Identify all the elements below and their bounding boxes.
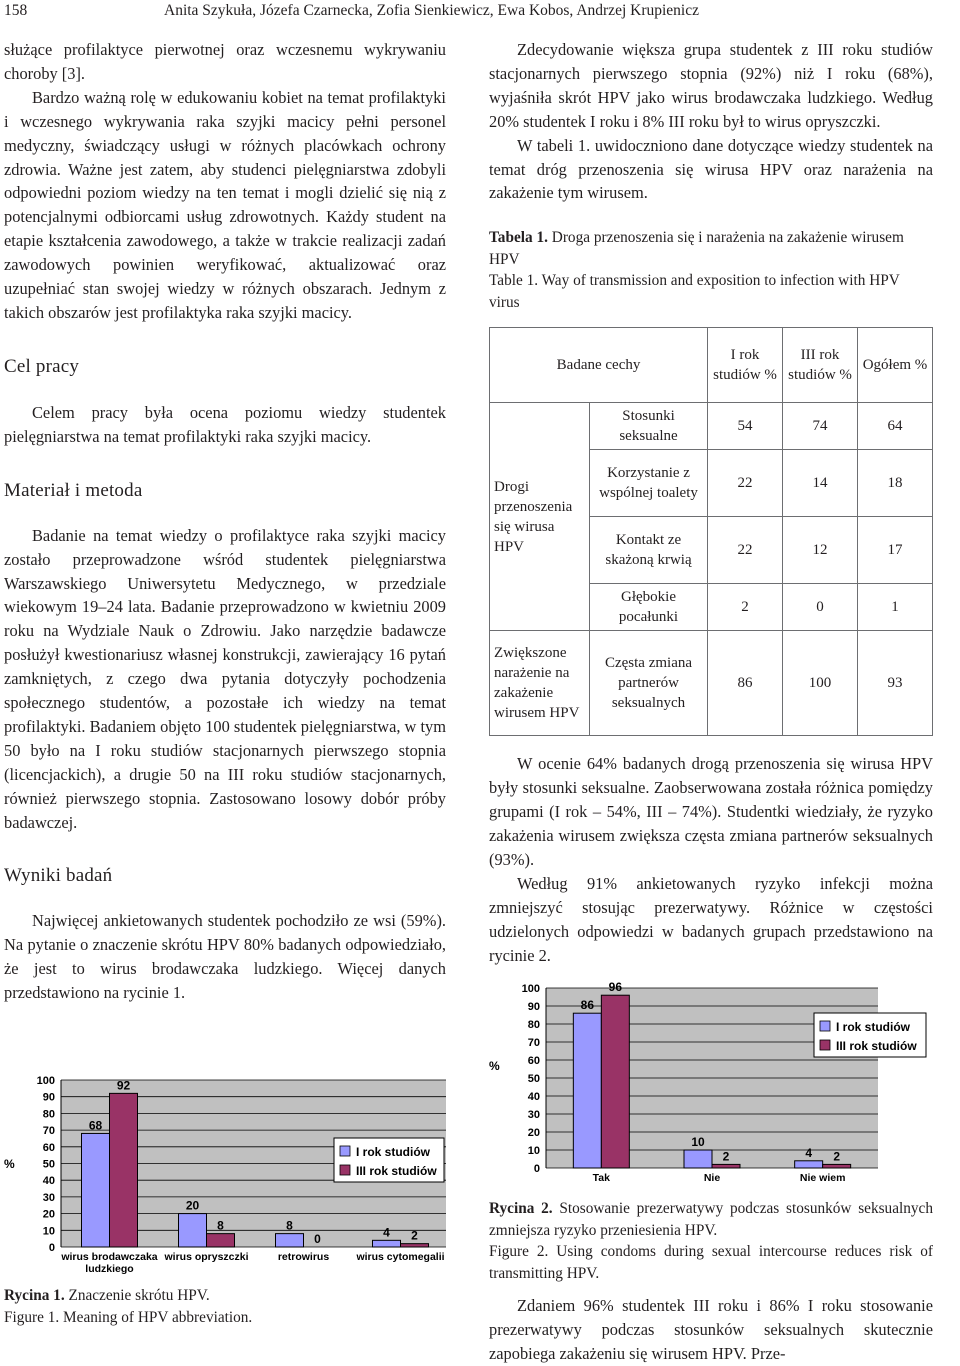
table-cell: 22 — [708, 517, 783, 584]
x-tick-label: Tak — [592, 1172, 610, 1184]
y-tick-label: 30 — [42, 1191, 55, 1204]
y-tick-label: 100 — [521, 983, 540, 995]
table-cell: 54 — [708, 403, 783, 450]
table-cell: 14 — [783, 450, 858, 517]
y-tick-label: 50 — [42, 1158, 55, 1171]
table-1 — [489, 327, 933, 736]
table-cell: 74 — [783, 403, 858, 450]
table-cell: Stosunki seksualne — [590, 403, 708, 450]
data-label: 0 — [314, 1232, 321, 1246]
figure-1-caption — [4, 1285, 446, 1328]
bar — [82, 1133, 110, 1247]
paragraph: Zdaniem 96% studentek III roku i 86% I roku stosowanie prezerwatywy podczas stosunków seksualnych skutecznie zapobiega zakażeniu się wirusem HPV. Prze- — [489, 1296, 933, 1363]
paragraph: W ocenie 64% badanych drogą przenoszenia się wirusa HPV były stosunki seksualne. Zaobserwowana została różnica pomiędzy grupami (I rok – 54%, III – 74%). Studentki wiedziały, że ryzyko zakażenia wirusem zwiększa częsta zmiana partnerów seksualnych (93%). — [489, 754, 933, 869]
caption-text: Droga przenoszenia się i narażenia na zakażenie wirusem HPV — [489, 229, 904, 268]
data-label: 2 — [833, 1149, 841, 1164]
table-cell: 0 — [783, 584, 858, 631]
y-tick-label: 70 — [42, 1125, 55, 1138]
bar — [373, 1240, 401, 1247]
figure-2-caption — [489, 1198, 933, 1284]
paragraph: Według 91% ankietowanych ryzyko infekcji można zmniejszyć stosując prezerwatywy. Różnice w częstości udzielonych odpowiedzi w badanych grupach przedstawiono na rycinie 2. — [489, 873, 933, 965]
legend-swatch — [340, 1165, 350, 1175]
x-tick-label: wirus cytomegalii — [356, 1251, 445, 1263]
caption-text: Stosowanie prezerwatywy podczas stosunków seksualnych zmniejsza ryzyko przeniesienia HPV. — [489, 1200, 933, 1239]
legend-label: III rok studiów — [836, 1039, 917, 1053]
legend-label: I rok studiów — [356, 1145, 431, 1159]
table-cell: Korzystanie z wspólnej toalety — [590, 450, 708, 517]
y-tick-label: 40 — [42, 1175, 55, 1188]
bar — [179, 1214, 207, 1247]
bar — [795, 1161, 823, 1168]
bar — [276, 1234, 304, 1247]
table-cell: 100 — [783, 631, 858, 736]
figure-1-chart — [4, 1068, 446, 1283]
right-column — [489, 38, 933, 1366]
y-tick-label: 70 — [527, 1037, 540, 1049]
paragraph: służące profilaktyce pierwotnej oraz wczesnemu wykrywaniu choroby [3]. — [4, 40, 446, 83]
bar — [401, 1244, 429, 1247]
caption-label: Tabela 1. — [489, 229, 548, 247]
table-cell: 2 — [708, 584, 783, 631]
caption-text-en: Figure 2. Using condoms during sexual intercourse reduces risk of transmitting HPV. — [489, 1243, 933, 1282]
table-group-cell: Drogi przenoszenia się wirusa HPV — [490, 403, 590, 631]
bar — [207, 1234, 235, 1247]
data-label: 92 — [116, 1078, 131, 1093]
x-tick-label: wirus brodawczaka — [61, 1251, 158, 1263]
table-row — [490, 631, 933, 736]
bar — [110, 1093, 138, 1247]
legend-label: I rok studiów — [836, 1020, 911, 1034]
data-label: 96 — [608, 980, 623, 995]
y-tick-label: 50 — [527, 1073, 540, 1085]
caption-text-en: Table 1. Way of transmission and exposition to infection with HPV virus — [489, 272, 900, 311]
y-tick-label: 20 — [42, 1208, 55, 1221]
paragraph: Celem pracy była ocena poziomu wiedzy studentek pielęgniarstwa na temat profilaktyki raka szyjki macicy. — [4, 402, 446, 446]
y-tick-label: 0 — [533, 1163, 540, 1175]
page-header — [4, 0, 954, 22]
table-cell: 12 — [783, 517, 858, 584]
y-tick-label: 10 — [42, 1225, 55, 1238]
caption-label: Rycina 2. — [489, 1200, 553, 1217]
table-group-cell: Zwiększone narażenie na zakażenie wirusem HPV — [490, 631, 590, 736]
left-column — [4, 38, 446, 1366]
y-tick-label: 80 — [42, 1108, 55, 1121]
data-label: 4 — [805, 1145, 813, 1160]
data-label: 10 — [691, 1135, 705, 1149]
table-cell: Częsta zmiana partnerów seksualnych — [590, 631, 708, 736]
table-cell: 22 — [708, 450, 783, 517]
paragraph: Zdecydowanie większa grupa studentek z III roku studiów stacjonarnych pierwszego stopnia (92%) niż I roku (68%), wyjaśniła skrót HPV jako wirus brodawczaka ludzkiego. Według 20% studentek I roku i 8% III roku był to wirus opryszczki. — [489, 40, 933, 131]
y-tick-label: 90 — [527, 1001, 540, 1013]
table-cell: 64 — [858, 403, 933, 450]
bar — [684, 1150, 712, 1168]
paragraph: Bardzo ważną rolę w edukowaniu kobiet na temat profilaktyki i wczesnego wykrywania raka szyjki macicy pełni personel medyczny, świadczący usługi w różnych placówkach ochrony zdrowia. Ważne jest zatem, aby studenci pielęgniarstwa zdobyli odpowiedni poziom wiedzy na ten temat i mogli dzielić się nią z potencjalnymi odbiorcami usług zdrowotnych. Każdy student na etapie kształcenia zawodowego, a także w trakcie realizacji zadań zawodowych powinien weryfikować, aktualizować oraz uzupełniać stan swojej wiedzy w różnych obszarach. Jednym z takich obszarów jest profilaktyka raka szyjki macicy. — [4, 87, 446, 322]
table-caption — [489, 227, 933, 313]
section-heading-material: Materiał i metoda — [4, 479, 143, 501]
data-label: 2 — [722, 1149, 730, 1164]
bar — [823, 1164, 851, 1168]
data-label: 2 — [411, 1228, 418, 1243]
table-cell: 18 — [858, 450, 933, 517]
table-cell: Głębokie pocałunki — [590, 584, 708, 631]
data-label: 8 — [286, 1218, 293, 1233]
table-cell: 1 — [858, 584, 933, 631]
x-tick-label: wirus opryszczki — [164, 1251, 249, 1263]
y-tick-label: 60 — [527, 1055, 540, 1067]
figure-1 — [4, 1068, 446, 1283]
running-head: Anita Szykuła, Józefa Czarnecka, Zofia Sienkiewicz, Ewa Kobos, Andrzej Krupienicz — [164, 2, 699, 19]
legend-swatch — [820, 1021, 830, 1031]
x-tick-label: ludzkiego — [85, 1263, 134, 1275]
paragraph: W tabeli 1. uwidoczniono dane dotyczące wiedzy studentek na temat dróg przenoszenia się wirusa HPV oraz narażenia na zakażenie tym wirusem. — [489, 135, 933, 203]
x-tick-label: Nie — [703, 1172, 721, 1184]
data-label: 20 — [185, 1198, 200, 1213]
data-label: 68 — [88, 1118, 103, 1133]
y-tick-label: 30 — [527, 1109, 540, 1121]
paragraph: Najwięcej ankietowanych studentek pochodziło ze wsi (59%). Na pytanie o znaczenie skrótu HPV 80% badanych odpowiedziało, że jest to wirus brodawczaka ludzkiego. Więcej danych przedstawiono na rycinie 1. — [4, 911, 446, 1003]
legend-label: III rok studiów — [356, 1164, 437, 1178]
table-header-cell: Ogółem % — [858, 328, 933, 403]
y-axis-label: % — [489, 1059, 500, 1073]
section-heading-cel: Cel pracy — [4, 355, 80, 377]
table-cell: Kontakt ze skażoną krwią — [590, 517, 708, 584]
data-label: 4 — [383, 1225, 390, 1240]
data-label: 86 — [580, 998, 595, 1013]
bar — [601, 995, 629, 1168]
table-header-cell: III rok studiów % — [783, 328, 858, 403]
data-label: 8 — [217, 1218, 224, 1233]
figure-2-chart — [489, 978, 933, 1193]
table-header-row — [490, 328, 933, 403]
y-tick-label: 60 — [42, 1141, 55, 1154]
table-header-cell: Badane cechy — [490, 328, 708, 403]
table-cell: 93 — [858, 631, 933, 736]
caption-text-en: Figure 1. Meaning of HPV abbreviation. — [4, 1308, 253, 1326]
caption-label: Rycina 1. — [4, 1287, 65, 1304]
page-number: 158 — [4, 2, 28, 19]
y-tick-label: 40 — [527, 1091, 540, 1103]
bar — [712, 1164, 740, 1168]
table-row — [490, 403, 933, 450]
y-tick-label: 80 — [527, 1019, 540, 1031]
paragraph: Badanie na temat wiedzy o profilaktyce raka szyjki macicy zostało przeprowadzone wśród studentek pielęgniarstwa Warszawskiego Uniwersytetu Medycznego, w przedziale wiekowym 19–24 lata. Badanie przeprowadzono w kwietniu 2009 roku na Wydziale Nauk o Zdrowiu. Jako narzędzie badawcze posłużył kwestionariusz własnej konstrukcji, zawierający 16 pytań zamkniętych, z czego dwa pytania dotyczyły pochodzenia społecznego studentów, a pozostałe ich wiedzy na temat profilaktyki. Badaniem objęto 100 studentek pielęgniarstwa, w tym 50 było na I roku studiów stacjonarnych pierwszego stopnia (licencjackich), a drugie 50 na III roku studiów stacjonarnych, również pierwszego stopnia. Zastosowano losowy dobór próby badawczej. — [4, 525, 446, 832]
table-cell: 86 — [708, 631, 783, 736]
y-tick-label: 10 — [527, 1145, 540, 1157]
closing-paragraph-wrap — [489, 1294, 933, 1366]
y-tick-label: 90 — [42, 1091, 55, 1104]
table-header-cell: I rok studiów % — [708, 328, 783, 403]
section-heading-wyniki: Wyniki badań — [4, 865, 113, 887]
x-tick-label: retrowirus — [277, 1251, 330, 1263]
table-cell: 17 — [858, 517, 933, 584]
y-axis-label: % — [4, 1157, 15, 1171]
legend-swatch — [820, 1040, 830, 1050]
caption-text: Znaczenie skrótu HPV. — [64, 1287, 210, 1304]
bar — [573, 1013, 601, 1168]
y-tick-label: 0 — [48, 1242, 55, 1254]
x-tick-label: Nie wiem — [799, 1172, 846, 1184]
y-tick-label: 100 — [36, 1075, 55, 1087]
y-tick-label: 20 — [527, 1127, 540, 1139]
figure-2 — [489, 978, 933, 1193]
legend-swatch — [340, 1146, 350, 1156]
